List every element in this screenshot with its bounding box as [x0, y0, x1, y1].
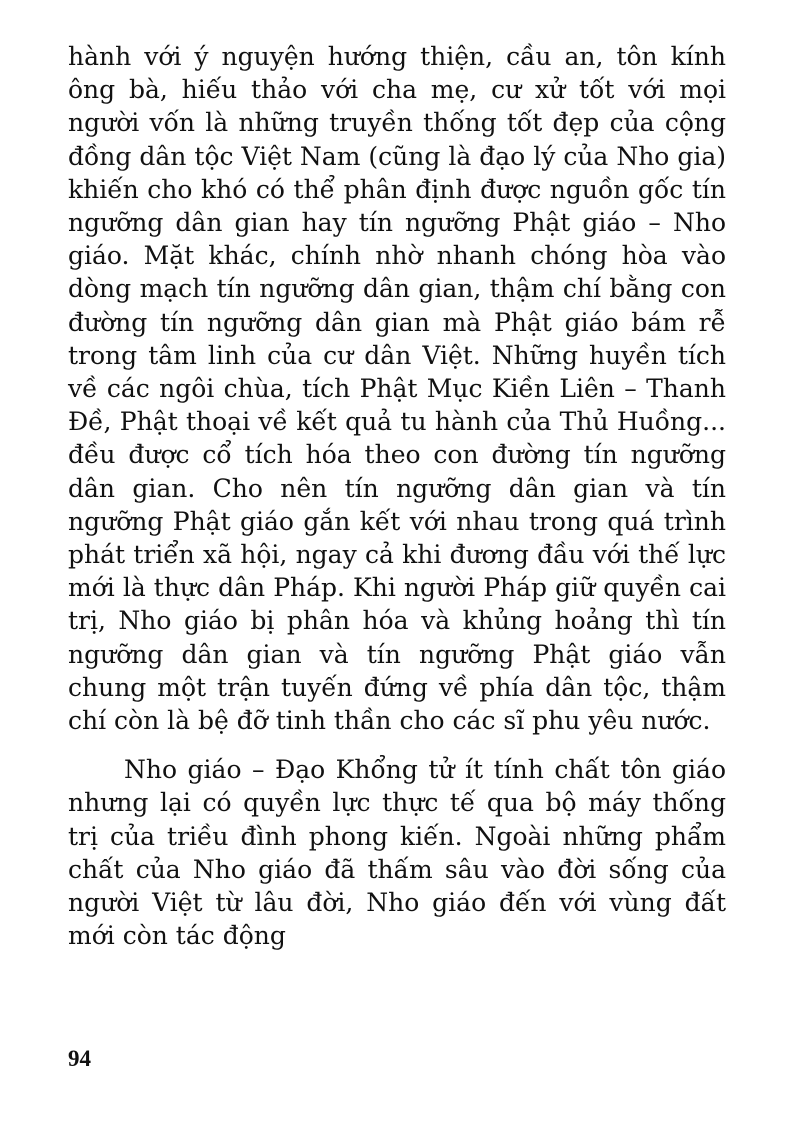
paragraph-nho-giao: Nho giáo – Đạo Khổng tử ít tính chất tôn giáo nhưng lại có quyền lực thực tế qua bộ máy thống trị của triều đình phong kiến. Ngoài những phẩm chất của Nho giáo đã thấm sâu vào đời sống của người Việt từ lâu đời, Nho giáo đến với vùng đất mới còn tác động	[68, 755, 726, 951]
page-number: 94	[68, 1046, 91, 1071]
paragraph-continued: hành với ý nguyện hướng thiện, cầu an, tôn kính ông bà, hiếu thảo với cha mẹ, cư xử tốt với mọi người vốn là những truyền thống tốt đẹp của cộng đồng dân tộc Việt Nam (cũng là đạo lý của Nho gia) khiến cho khó có thể phân định được nguồn gốc tín ngưỡng dân gian hay tín ngưỡng Phật giáo – Nho giáo. Mặt khác, chính nhờ nhanh chóng hòa vào dòng mạch tín ngưỡng dân gian, thậm chí bằng con đường tín ngưỡng dân gian mà Phật giáo bám rễ trong tâm linh của cư dân Việt. Những huyền tích về các ngôi chùa, tích Phật Mục Kiền Liên – Thanh Đề, Phật thoại về kết quả tu hành của Thủ Huồng... đều được cổ tích hóa theo con đường tín ngưỡng dân gian. Cho nên tín ngưỡng dân gian và tín ngưỡng Phật giáo gắn kết với nhau trong quá trình phát triển xã hội, ngay cả khi đương đầu với thế lực mới là thực dân Pháp. Khi người Pháp giữ quyền cai trị, Nho giáo bị phân hóa và khủng hoảng thì tín ngưỡng dân gian và tín ngưỡng Phật giáo vẫn chung một trận tuyến đứng về phía dân tộc, thậm chí còn là bệ đỡ tinh thần cho các sĩ phu yêu nước.	[68, 42, 726, 736]
book-page-text	[68, 40, 726, 952]
